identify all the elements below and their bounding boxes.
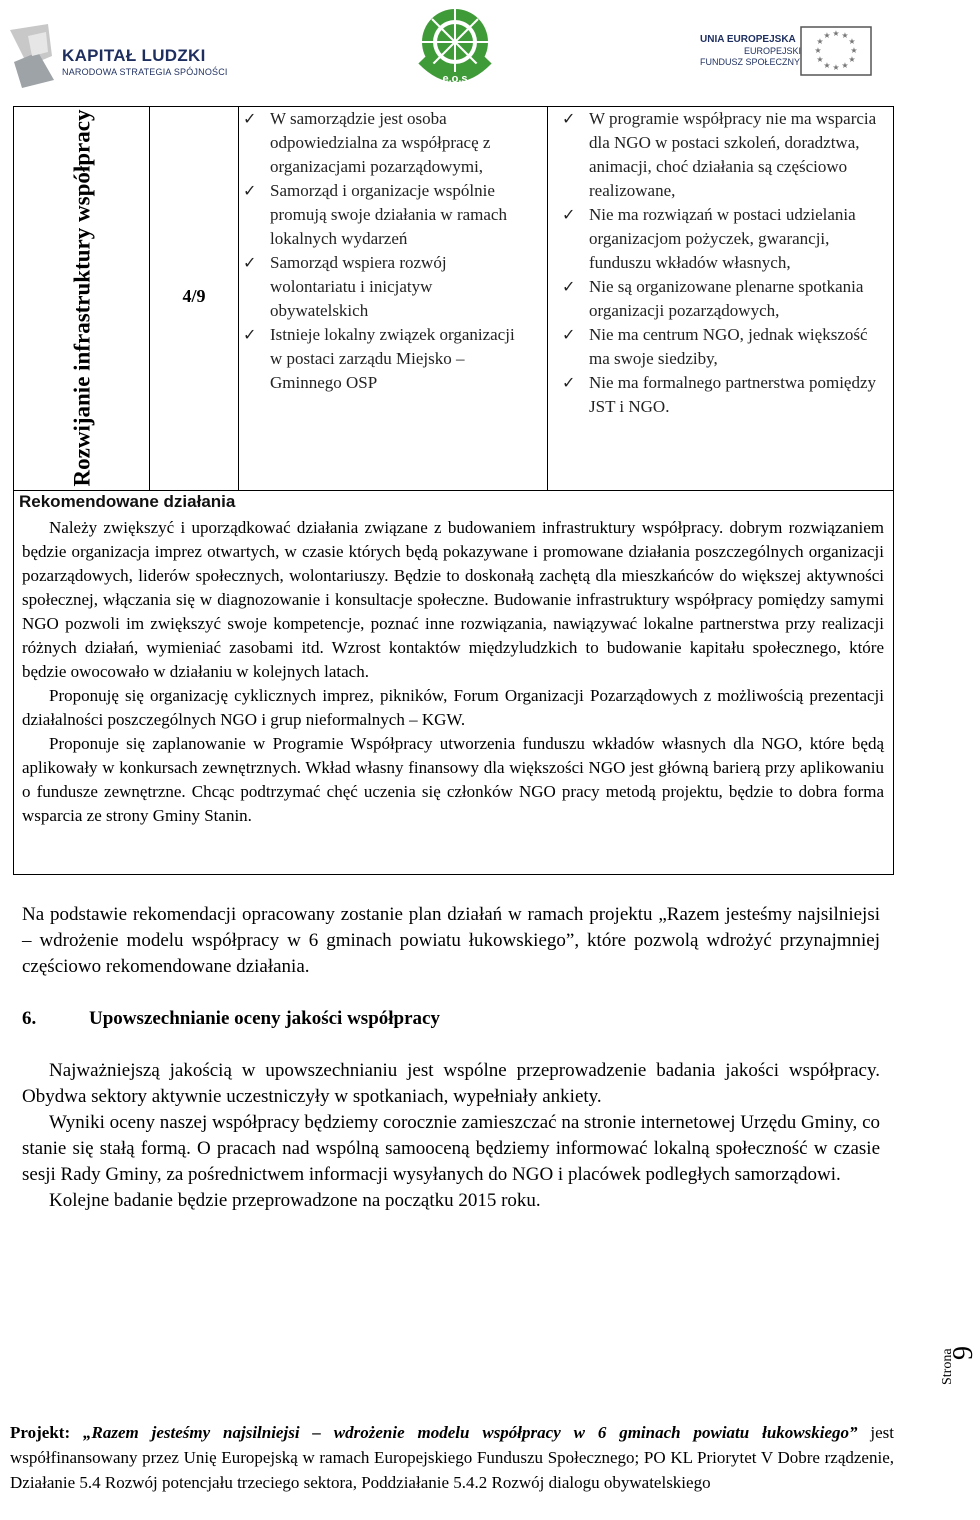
table-divider — [13, 490, 894, 491]
recommendation-paragraph: Proponuje się zaplanowanie w Programie Współpracy utworzenia funduszu wkładów własnych dla NGO, które będą aplikowały w konkursach zewnętrznych. Wkład własny finansowy dla większości NGO jest główną barierą przy aplikowaniu o fundusze zewnętrzne. Chcąc podtrzymać chęć uczenia się członków NGO pracy metodą projektu, będzie to dobra forma wsparcia ze strony Gminy Stanin. — [22, 734, 884, 825]
list-item: ✓ Samorząd i organizacje wspólnie promują swoje działania w ramach lokalnych wydarzeń — [243, 181, 507, 248]
svg-text:★: ★ — [832, 29, 840, 38]
list-item: ✓ W programie współpracy nie ma wsparcia dla NGO w postaci szkoleń, doradztwa, animacji, choć działania są częściowo realizowane, — [562, 109, 877, 200]
svg-text:★: ★ — [841, 61, 849, 70]
list-item: ✓ Nie ma formalnego partnerstwa pomiędzy JST i NGO. — [562, 373, 877, 416]
recommendation-paragraph: Proponuję się organizację cyklicznych imprez, pikników, Forum Organizacji Pozarządowych z możliwością prezentacji działalności poszczególnych NGO i grup nieformalnych – KGW. — [22, 686, 884, 729]
recommendation-paragraph: Należy zwiększyć i uporządkować działania związane z budowaniem infrastruktury współpracy. dobrym rozwiązaniem będzie organizacja imprez otwartych, w czasie których będą pokazywane i promowane działania poszczególnych organizacji pozarządowych, liderów społecznych, wolontariuszy. Będzie to doskonałą zachętą dla mieszkańców do większej aktywności społecznej, włączania się w diagnozowanie i konsultacje społeczne. Budowanie infrastruktury współpracy pomiędzy samymi NGO pozwoli im zwiększyć swoje kompetencje, poznać inne rozwiązania, nawiązywać lokalne partnerstwa przy realizacji różnych działań, wymieniać zasobami itd. Wzrost kontaktów międzyludzkich to budowanie kapitału społecznego, które będzie owocowało w działaniu w kolejnych latach. — [22, 518, 884, 681]
checkmark-icon: ✓ — [243, 325, 257, 344]
score-value: 4/9 — [182, 286, 206, 306]
svg-text:★: ★ — [816, 37, 824, 46]
svg-text:★: ★ — [848, 37, 856, 46]
list-item: ✓ Nie ma centrum NGO, jednak większość ma swoje siedziby, — [562, 325, 868, 368]
svg-text:★: ★ — [850, 46, 858, 55]
section-body — [22, 1058, 880, 1214]
list-item: ✓ Nie ma rozwiązań w postaci udzielania organizacjom pożyczek, gwarancji, funduszu wkładów własnych, — [562, 205, 856, 272]
svg-text:★: ★ — [823, 61, 831, 70]
svg-text:★: ★ — [816, 55, 824, 64]
category-label: Rozwijanie infrastruktury współpracy — [69, 109, 94, 487]
checkmark-icon: ✓ — [243, 181, 257, 200]
checkmark-icon: ✓ — [562, 205, 576, 224]
table-divider — [238, 106, 239, 490]
efs-label-line2: FUNDUSZ SPOŁECZNY — [700, 57, 801, 67]
strengths-list — [243, 107, 526, 395]
checkmark-icon: ✓ — [562, 325, 576, 344]
recommendations-heading: Rekomendowane działania — [19, 492, 236, 511]
checkmark-icon: ✓ — [243, 253, 257, 272]
checkmark-icon: ✓ — [562, 373, 576, 392]
eu-flag-icon — [800, 26, 872, 76]
weaknesses-list — [562, 107, 887, 419]
plan-paragraph: Na podstawie rekomendacji opracowany zostanie plan działań w ramach projektu „Razem jesteśmy najsilniejsi – wdrożenie modelu współpracy w 6 gminach powiatu łukowskiego”, które pozwolą wdrożyć przynajmniej częściowo rekomendowane działania. — [22, 904, 880, 977]
svg-text:★: ★ — [848, 55, 856, 64]
project-label: Projekt: — [10, 1423, 71, 1442]
page-number: 9 — [948, 1346, 979, 1360]
section-title: Upowszechnianie oceny jakości współpracy — [89, 1008, 440, 1029]
kapital-ludzki-subtitle: NARODOWA STRATEGIA SPÓJNOŚCI — [62, 67, 228, 77]
category-cell — [13, 106, 150, 490]
svg-text:★: ★ — [841, 31, 849, 40]
project-footer — [10, 1420, 894, 1495]
checkmark-icon: ✓ — [562, 277, 576, 296]
svg-text:★: ★ — [832, 63, 840, 72]
list-item: ✓ W samorządzie jest osoba odpowiedzialna za współpracę z organizacjami pozarządowymi, — [243, 109, 491, 176]
list-item: ✓ Samorząd wspiera rozwój wolontariatu i inicjatyw obywatelskich — [243, 253, 447, 320]
kapital-ludzki-title: KAPITAŁ LUDZKI — [62, 46, 206, 65]
section-number: 6. — [22, 1008, 37, 1029]
eos-logo-icon — [412, 4, 498, 88]
section-paragraph: Wyniki oceny naszej współpracy będziemy corocznie zamieszczać na stronie internetowej Urzędu Gminy, co stanie się stałą formą. O pracach nad wspólną samooceną będziemy informować lokalną społeczność w czasie sesji Rady Gminy, za pośrednictwem informacji wysyłanych do NGO i placówek podległych samorządowi. — [22, 1112, 880, 1185]
table-divider — [547, 106, 548, 490]
efs-label-line1: EUROPEJSKI — [744, 46, 802, 56]
section-paragraph: Kolejne badanie będzie przeprowadzone na początku 2015 roku. — [49, 1190, 541, 1211]
list-item: ✓ Nie są organizowane plenarne spotkania organizacji pozarządowych, — [562, 277, 864, 320]
page-label: Strona — [940, 1348, 955, 1385]
svg-text:★: ★ — [814, 46, 822, 55]
checkmark-icon: ✓ — [562, 109, 576, 128]
ue-label: UNIA EUROPEJSKA — [700, 34, 796, 45]
project-description: jest współfinansowany przez Unię Europejską w ramach Europejskiego Funduszu Społecznego; PO KL Priorytet V Dobre rządzenie, Działanie 5.4 Rozwój potencjału trzeciego sektora, Poddziałanie 5.4.2 Rozwój dialogu obywatelskiego — [10, 1423, 895, 1492]
list-item: ✓ Istnieje lokalny związek organizacji w postaci zarządu Miejsko – Gminnego OSP — [243, 325, 515, 392]
svg-text:★: ★ — [823, 31, 831, 40]
checkmark-icon: ✓ — [243, 109, 257, 128]
eos-logo-text: e.o.s — [442, 73, 468, 85]
project-title: „Razem jesteśmy najsilniejsi – wdrożenie modelu współpracy w 6 gminach powiatu łukowskiego” — [83, 1423, 858, 1442]
recommendations-text — [22, 516, 884, 828]
section-paragraph: Najważniejszą jakością w upowszechnianiu jest wspólne przeprowadzenie badania jakości współpracy. Obydwa sektory aktywnie uczestniczyły w spotkaniach, wypełniały ankiety. — [22, 1060, 880, 1107]
